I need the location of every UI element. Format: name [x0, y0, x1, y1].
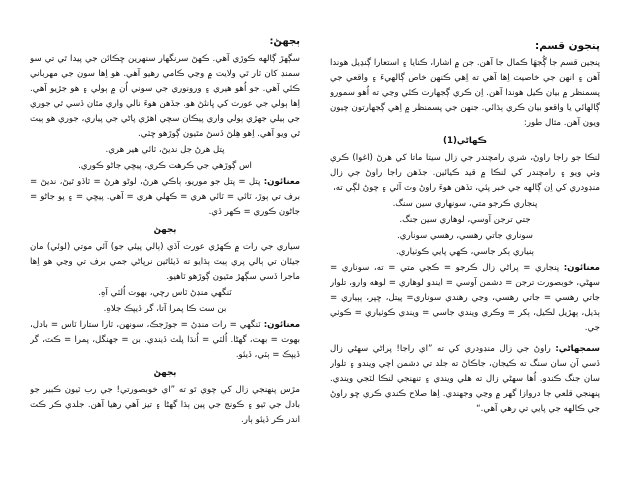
meaning-paragraph	[330, 261, 600, 336]
right-column	[330, 34, 600, 474]
verse-line: پنجاري ڪرجو متي، سونهاري سين سنگ.	[392, 199, 538, 209]
answer-subheading: ٻجهڻ	[153, 225, 177, 235]
verse-line: سوناري جاتي رهسي، رهسي سوناري.	[397, 231, 533, 241]
story-paragraph: لنڪا جو راجا راوڻ، شري رامچندر جي زال سيتا ماتا کي هرڻ (اغوا) ڪري وٺي ويو ۽ رامچندر کي لنڪا ۾ قيد ڪيائين. جڏهن راجا راوڻ جي زال منڊودري کي اِن ڳالهه جي خبر پئي، تڏهن هوءَ راوڻ وٽ آئي ۽ چوڻ لڳي ته،	[330, 153, 600, 193]
meaning-text: ٽنگهي = رات منڊڻ = جوڙجڪ، سونهن، ٽارا ستارا ٽاس = بادل، بهوت = بهت، گهڻا. اُلٽي = اُنڌا پلٽ ڏيندي. بن = جهنگل، پمرا = ڪٽ، گر ڏيپڪ = ٻٽي، ڏيئو.	[30, 320, 300, 360]
verse-line: بن ست ڪا پمرا آتا، گر ڏيپڪ جلاهِ.	[103, 304, 227, 314]
meaning-paragraph	[30, 318, 300, 363]
verse-line: ٻنياري ٻکر جاسي، ڪهي پايي ڪوٺياري.	[396, 247, 534, 257]
answer-paragraph: مڙس پنهنجي زال کي چوي ٿو ته ”اي خوبصورتي! جي رب ٽيون ڪبير جو بادل جي ٿيو ۽ ڪونج جي پين ٻڌا گهڻا ۽ تيز آهي رهيا آهن. جلدي ڪر ڪٽ اندر ڪر ڏيئو ٻار.	[30, 385, 300, 425]
section-heading: پنجون قسم:	[535, 40, 600, 52]
verse-line: اس ڳوڙهي جي ڪرهت ڪري، پيڇي جاڻو ڪوري.	[78, 161, 252, 171]
explanation-paragraph	[330, 342, 600, 417]
intro-paragraph: پنجين قسم جا ڳُجهَا ڪمال جا آهن. جن ۾ اشارا، ڪنايا ۽ استعارا ڳنڍيل هوندا آهن ۽ انهن جي خاصيت اِها آهي ته اِهي ڪنهن خاص ڳالهيءَ ۽ واقعي جي پسمنظر ۾ بيان ڪيل هوندا آهن. اِن ڪري ڳجهارت ڪئي وڃي ته اُهو سمورو ڳالهائي يا واقعو بيان ڪري ٻڌائي. جنهن جي پسمنظر ۾ اِهي ڳجهارتون چيون ويون آهن. مثال طور:	[330, 58, 600, 128]
verse-line: ٽنگهي منڊڻ ٽاس رچي، بهوت اُلٽي آهِ.	[98, 288, 232, 298]
explanation-label: سمجهاڻي:	[555, 344, 600, 354]
meaning-label: معنائون:	[263, 177, 300, 187]
meaning-paragraph	[30, 175, 300, 220]
answer-subheading: ٻجهڻ	[153, 368, 177, 378]
answer-paragraph: سڳهڙ ڳالهه ڪوڙي آهي. ڪهڻ سرنگهار سنهرين ڇڪائن جي پيدا ٿي تي سو سمنڊ کان ٽار ٿي ولايت ۾ وڃي ڪامي رهيو آهي. هو اِها سون جي مهرباني ڪئي آهي. جو اُهو هيري ۽ ورونوري جي سوني اُن ۾ ٻولي ۽ هو جڙيو آهي. اِها ٻولي جي عورت کي ڀانئڻ هو. جڏهن هوءَ نالي واري مٿان ڏسي ٿي جوري جي ٻيلي جهڙي ٻولي واري پيڪان سچي اهڙي پاڻي جي پياري، جوري هو ٻيٽ ٿي ويو آهي. اِهو هِلڻ ڏسڻ مٿيون ڳوڙهو ڇٽي.	[30, 54, 300, 139]
verse-line: پتل هرڻ جل نديڻ، ٽائي هير هري.	[105, 145, 225, 155]
explanation-text: راوڻ جي زال منڊودري کي ته ”اي راجا! پراڻي سهڻي زال ڏسي آن سان سنگ ته ڪيجان، جاڪاڻ ته جلد تي دشمن اچي ويندو ۽ تلوار سان جنگ ڪندو. اُها سهڻي زال ته هلي ويندي ۽ تنهنجي لنڪا لٽجي ويندي. پنهنجي قلعي جا دروازا گهر ۾ وڃي وجهندي. اِها صلاح ڪندي ڪري ڇو راوڻ جي ڪالهه جي پايي تي رهي آهي.“	[330, 344, 600, 414]
left-column	[30, 34, 300, 474]
story-title: ڪهاڻي(1)	[443, 136, 487, 146]
meaning-label: معنائون:	[563, 263, 600, 273]
meaning-text: پتل = پتل جو موريو، ٻاڪي هرڻ، لوڻو هرڻ = ٽاڏو ٿيڻ، نديڻ = برف تي ٻوڙ، ٽائي = ٽائي هري = ڪهلي هري = آهي. پيڇي = ۽ پو جاڻو = جاڻون ڪوري = ڪهر ڏي.	[30, 177, 300, 217]
answer-heading: ٻجهڻ:	[269, 36, 300, 47]
meaning-text: پنجاري = پراڻي زال ڪرجو = ڪجي متي = ته، سوناري = سهڻي، خوبصورت ترجن = دشمن آوسي = ايندو لوهاري = لوهه وارو، تلوار جاتي رهسي = جاتي رهسي، وڃي رهندي سوناري= پيتل، ڇپر، ٻٻياري = ٻڌيل، ٻهڙيل لڪيل، ٻکر = وڪري ويندي جاسي = ويندي ڪوٺياري = ڪوٺي جي.	[330, 263, 600, 333]
verse-line: جتي ترجن آوسي، لوهاري سين جنگ.	[399, 215, 531, 225]
meaning-label: معنائون:	[263, 320, 300, 330]
answer-paragraph: سياري جي رات ۾ ڪهڙي عورت آڏي (ٻالي پيئي جو) آئي موتي (لوئي) مان جيئان تي ٻالي پري ٻيٽ ٻڌايو ته ڏيئاٿين نرپاڻي جمي برف تي وڃي هو اِها ماجرا ڏسي سڳهڙ مٿيون ڳوڙهو ٽاهيو.	[30, 242, 300, 282]
